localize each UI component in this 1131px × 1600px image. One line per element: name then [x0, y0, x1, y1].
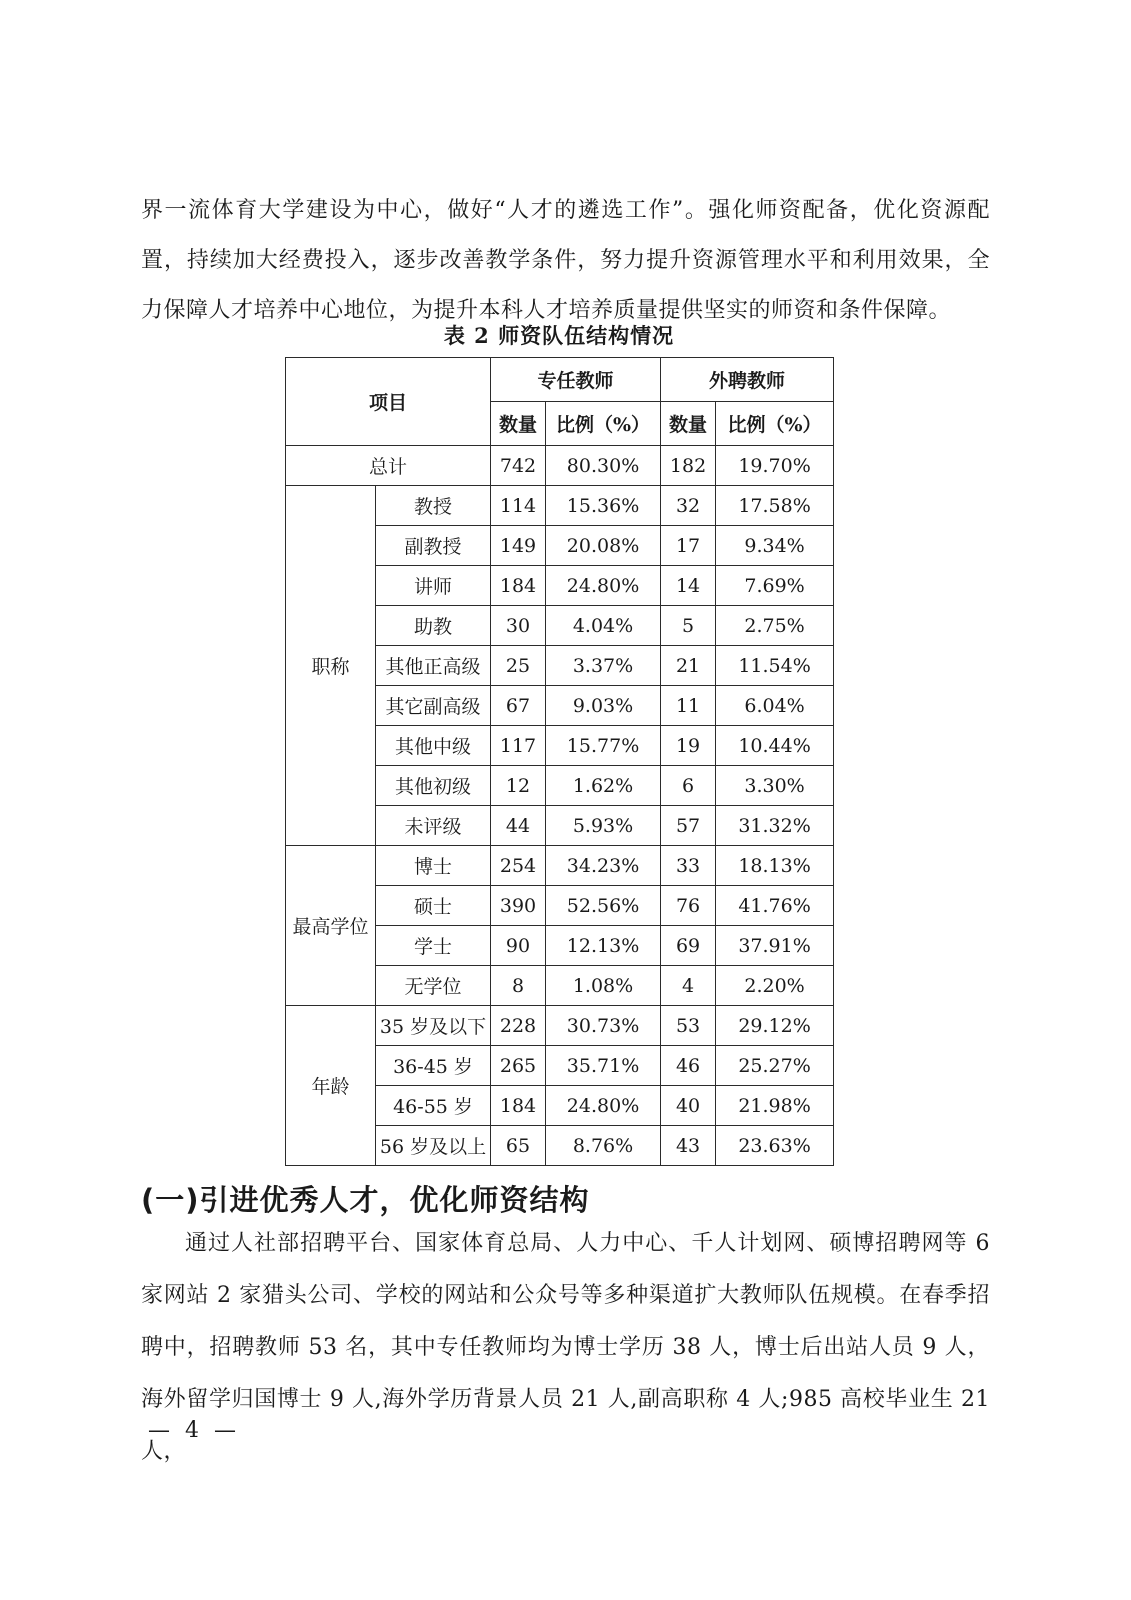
row-value-0: 12	[491, 766, 546, 806]
group-label: 年龄	[286, 1006, 376, 1166]
row-value-1: 12.13%	[546, 926, 661, 966]
row-value-0: 25	[491, 646, 546, 686]
row-value-2: 14	[661, 566, 716, 606]
row-value-2: 21	[661, 646, 716, 686]
row-value-2: 40	[661, 1086, 716, 1126]
row-value-1: 9.03%	[546, 686, 661, 726]
row-value-0: 90	[491, 926, 546, 966]
row-value-1: 30.73%	[546, 1006, 661, 1046]
row-value-0: 265	[491, 1046, 546, 1086]
row-value-0: 184	[491, 566, 546, 606]
row-label: 博士	[376, 846, 491, 886]
total-row-value-2: 182	[661, 446, 716, 486]
row-value-2: 57	[661, 806, 716, 846]
row-value-1: 1.62%	[546, 766, 661, 806]
row-value-3: 2.75%	[716, 606, 834, 646]
row-label: 35 岁及以下	[376, 1006, 491, 1046]
row-value-2: 53	[661, 1006, 716, 1046]
row-value-0: 254	[491, 846, 546, 886]
header-fulltime-teachers: 专任教师	[491, 358, 661, 402]
row-value-1: 52.56%	[546, 886, 661, 926]
row-label: 36-45 岁	[376, 1046, 491, 1086]
faculty-structure-table	[285, 357, 834, 1166]
row-label: 46-55 岁	[376, 1086, 491, 1126]
row-value-1: 24.80%	[546, 1086, 661, 1126]
group-label: 职称	[286, 486, 376, 846]
row-value-3: 41.76%	[716, 886, 834, 926]
row-value-2: 69	[661, 926, 716, 966]
row-label: 副教授	[376, 526, 491, 566]
row-value-3: 37.91%	[716, 926, 834, 966]
row-value-2: 6	[661, 766, 716, 806]
table-row	[286, 486, 834, 526]
row-value-2: 32	[661, 486, 716, 526]
row-value-2: 33	[661, 846, 716, 886]
row-value-3: 7.69%	[716, 566, 834, 606]
row-label: 助教	[376, 606, 491, 646]
paragraph-bottom: 通过人社部招聘平台、国家体育总局、人力中心、千人计划网、硕博招聘网等 6 家网站 2 家猎头公司、学校的网站和公众号等多种渠道扩大教师队伍规模。在春季招聘中，招聘教师 53 名，其中专任教师均为博士学历 38 人，博士后出站人员 9 人，海外留学归国博士 9 人,海外学历背景人员 21 人,副高职称 4 人;985 高校毕业生 21 人，	[141, 1231, 990, 1464]
row-value-0: 184	[491, 1086, 546, 1126]
row-value-2: 76	[661, 886, 716, 926]
row-value-0: 114	[491, 486, 546, 526]
header-external-ratio: 比例（%）	[716, 402, 834, 446]
total-row-value-3: 19.70%	[716, 446, 834, 486]
row-value-3: 23.63%	[716, 1126, 834, 1166]
row-label: 其他中级	[376, 726, 491, 766]
header-fulltime-ratio: 比例（%）	[546, 402, 661, 446]
row-value-1: 35.71%	[546, 1046, 661, 1086]
row-value-0: 44	[491, 806, 546, 846]
total-row-label: 总计	[286, 446, 491, 486]
row-value-1: 34.23%	[546, 846, 661, 886]
row-value-3: 31.32%	[716, 806, 834, 846]
group-label: 最高学位	[286, 846, 376, 1006]
row-value-0: 8	[491, 966, 546, 1006]
row-value-2: 46	[661, 1046, 716, 1086]
row-label: 其它副高级	[376, 686, 491, 726]
row-label: 教授	[376, 486, 491, 526]
row-value-2: 11	[661, 686, 716, 726]
table-row	[286, 846, 834, 886]
row-value-3: 10.44%	[716, 726, 834, 766]
row-value-1: 15.77%	[546, 726, 661, 766]
row-value-3: 18.13%	[716, 846, 834, 886]
row-value-2: 19	[661, 726, 716, 766]
row-value-0: 65	[491, 1126, 546, 1166]
row-value-0: 228	[491, 1006, 546, 1046]
row-value-3: 3.30%	[716, 766, 834, 806]
row-value-1: 5.93%	[546, 806, 661, 846]
row-value-3: 17.58%	[716, 486, 834, 526]
total-row-value-0: 742	[491, 446, 546, 486]
row-label: 其他正高级	[376, 646, 491, 686]
row-value-0: 117	[491, 726, 546, 766]
row-value-1: 4.04%	[546, 606, 661, 646]
header-external-count: 数量	[661, 402, 716, 446]
row-value-1: 8.76%	[546, 1126, 661, 1166]
header-item: 项目	[286, 358, 491, 446]
section-heading: (一)引进优秀人才，优化师资结构	[141, 1183, 590, 1217]
table-header	[286, 358, 834, 446]
row-label: 无学位	[376, 966, 491, 1006]
row-value-0: 390	[491, 886, 546, 926]
row-label: 未评级	[376, 806, 491, 846]
page-number: — 4 —	[148, 1418, 240, 1443]
paragraph-top: 界一流体育大学建设为中心，做好“人才的遴选工作”。强化师资配备，优化资源配置，持续加大经费投入，逐步改善教学条件，努力提升资源管理水平和利用效果，全力保障人才培养中心地位，为提升本科人才培养质量提供坚实的师资和条件保障。	[141, 198, 990, 323]
row-value-2: 43	[661, 1126, 716, 1166]
row-value-2: 17	[661, 526, 716, 566]
row-value-0: 149	[491, 526, 546, 566]
row-label: 其他初级	[376, 766, 491, 806]
row-value-3: 9.34%	[716, 526, 834, 566]
table-title: 表 2 师资队伍结构情况	[443, 323, 675, 348]
table-body	[286, 446, 834, 1166]
row-value-2: 4	[661, 966, 716, 1006]
header-fulltime-count: 数量	[491, 402, 546, 446]
row-value-1: 24.80%	[546, 566, 661, 606]
row-value-3: 25.27%	[716, 1046, 834, 1086]
row-value-1: 3.37%	[546, 646, 661, 686]
row-label: 讲师	[376, 566, 491, 606]
row-value-3: 6.04%	[716, 686, 834, 726]
row-value-0: 67	[491, 686, 546, 726]
row-value-3: 2.20%	[716, 966, 834, 1006]
row-value-0: 30	[491, 606, 546, 646]
row-value-2: 5	[661, 606, 716, 646]
row-label: 硕士	[376, 886, 491, 926]
table-row	[286, 1006, 834, 1046]
header-row-1	[286, 358, 834, 402]
row-value-3: 29.12%	[716, 1006, 834, 1046]
table-section	[285, 320, 833, 1166]
row-value-3: 21.98%	[716, 1086, 834, 1126]
header-external-teachers: 外聘教师	[661, 358, 834, 402]
row-value-1: 20.08%	[546, 526, 661, 566]
row-value-1: 15.36%	[546, 486, 661, 526]
row-label: 学士	[376, 926, 491, 966]
total-row-value-1: 80.30%	[546, 446, 661, 486]
row-value-1: 1.08%	[546, 966, 661, 1006]
table-row-total	[286, 446, 834, 486]
row-value-3: 11.54%	[716, 646, 834, 686]
row-label: 56 岁及以上	[376, 1126, 491, 1166]
